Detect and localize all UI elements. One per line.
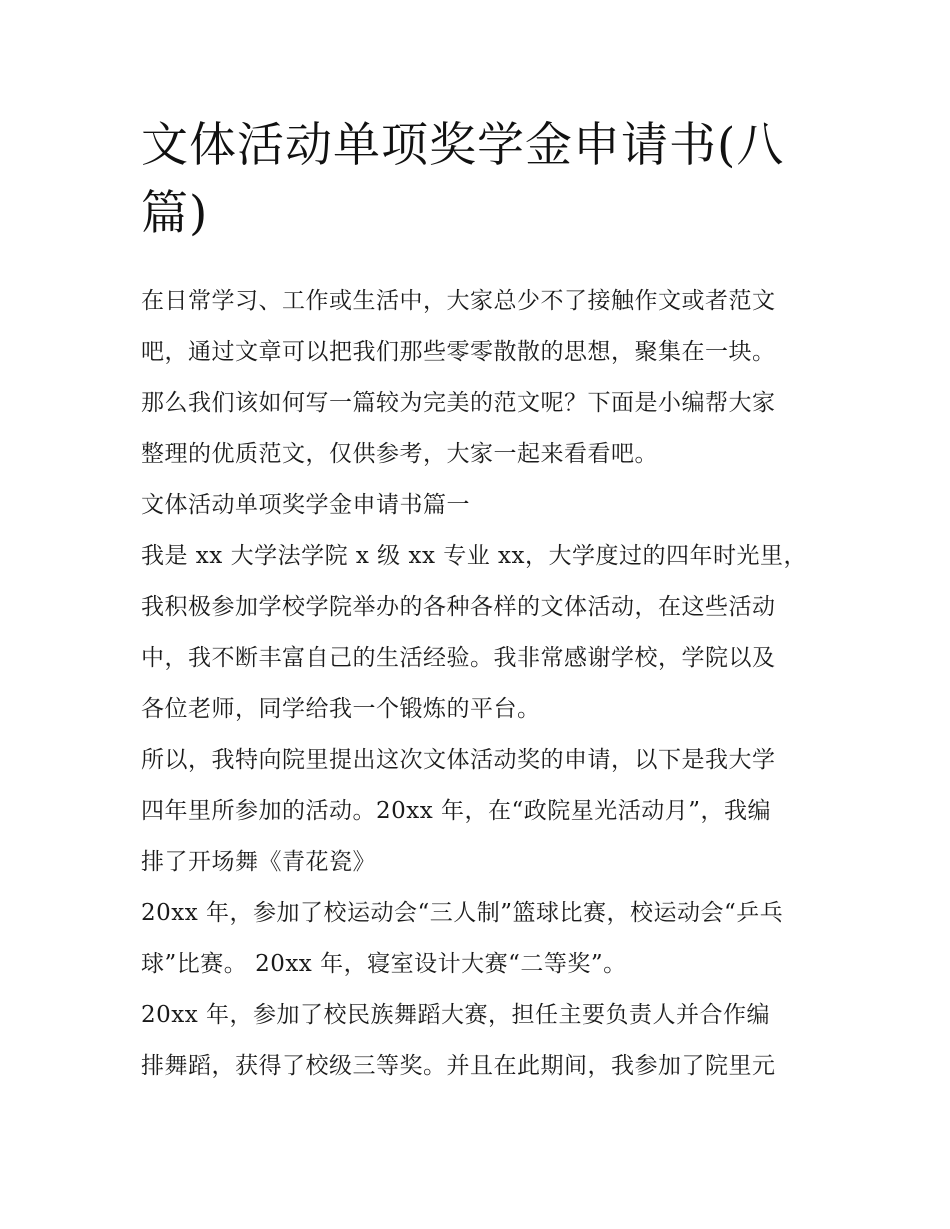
body-line: 我积极参加学校学院举办的各种各样的文体活动，在这些活动	[141, 594, 776, 620]
document-body	[141, 276, 821, 1092]
body-line: 我是 xx 大学法学院 x 级 xx 专业 xx，大学度过的四年时光里，	[141, 543, 807, 569]
body-line: 整理的优质范文，仅供参考，大家一起来看看吧。	[141, 441, 658, 467]
body-line: 各位老师，同学给我一个锻炼的平台。	[141, 696, 541, 722]
body-line: 球”比赛。 20xx 年，寝室设计大赛“二等奖”。	[141, 951, 627, 977]
body-line: 20xx 年，参加了校运动会“三人制”篮球比赛，校运动会“乒乓	[141, 900, 784, 926]
section-heading: 文体活动单项奖学金申请书篇一	[141, 492, 470, 518]
body-line: 在日常学习、工作或生活中，大家总少不了接触作文或者范文	[141, 288, 776, 314]
body-line: 20xx 年，参加了校民族舞蹈大赛，担任主要负责人并合作编	[141, 1002, 771, 1028]
body-line: 吧，通过文章可以把我们那些零零散散的思想，聚集在一块。	[141, 339, 776, 365]
body-line: 那么我们该如何写一篇较为完美的范文呢？下面是小编帮大家	[141, 390, 776, 416]
document-title: 文体活动单项奖学金申请书(八篇)	[141, 118, 785, 241]
body-line: 中，我不断丰富自己的生活经验。我非常感谢学校，学院以及	[141, 645, 776, 671]
body-line: 排了开场舞《青花瓷》	[141, 849, 376, 875]
body-line: 所以，我特向院里提出这次文体活动奖的申请，以下是我大学	[141, 747, 776, 773]
body-line: 四年里所参加的活动。20xx 年，在“政院星光活动月”，我编	[141, 798, 772, 824]
body-line: 排舞蹈，获得了校级三等奖。并且在此期间，我参加了院里元	[141, 1053, 776, 1079]
